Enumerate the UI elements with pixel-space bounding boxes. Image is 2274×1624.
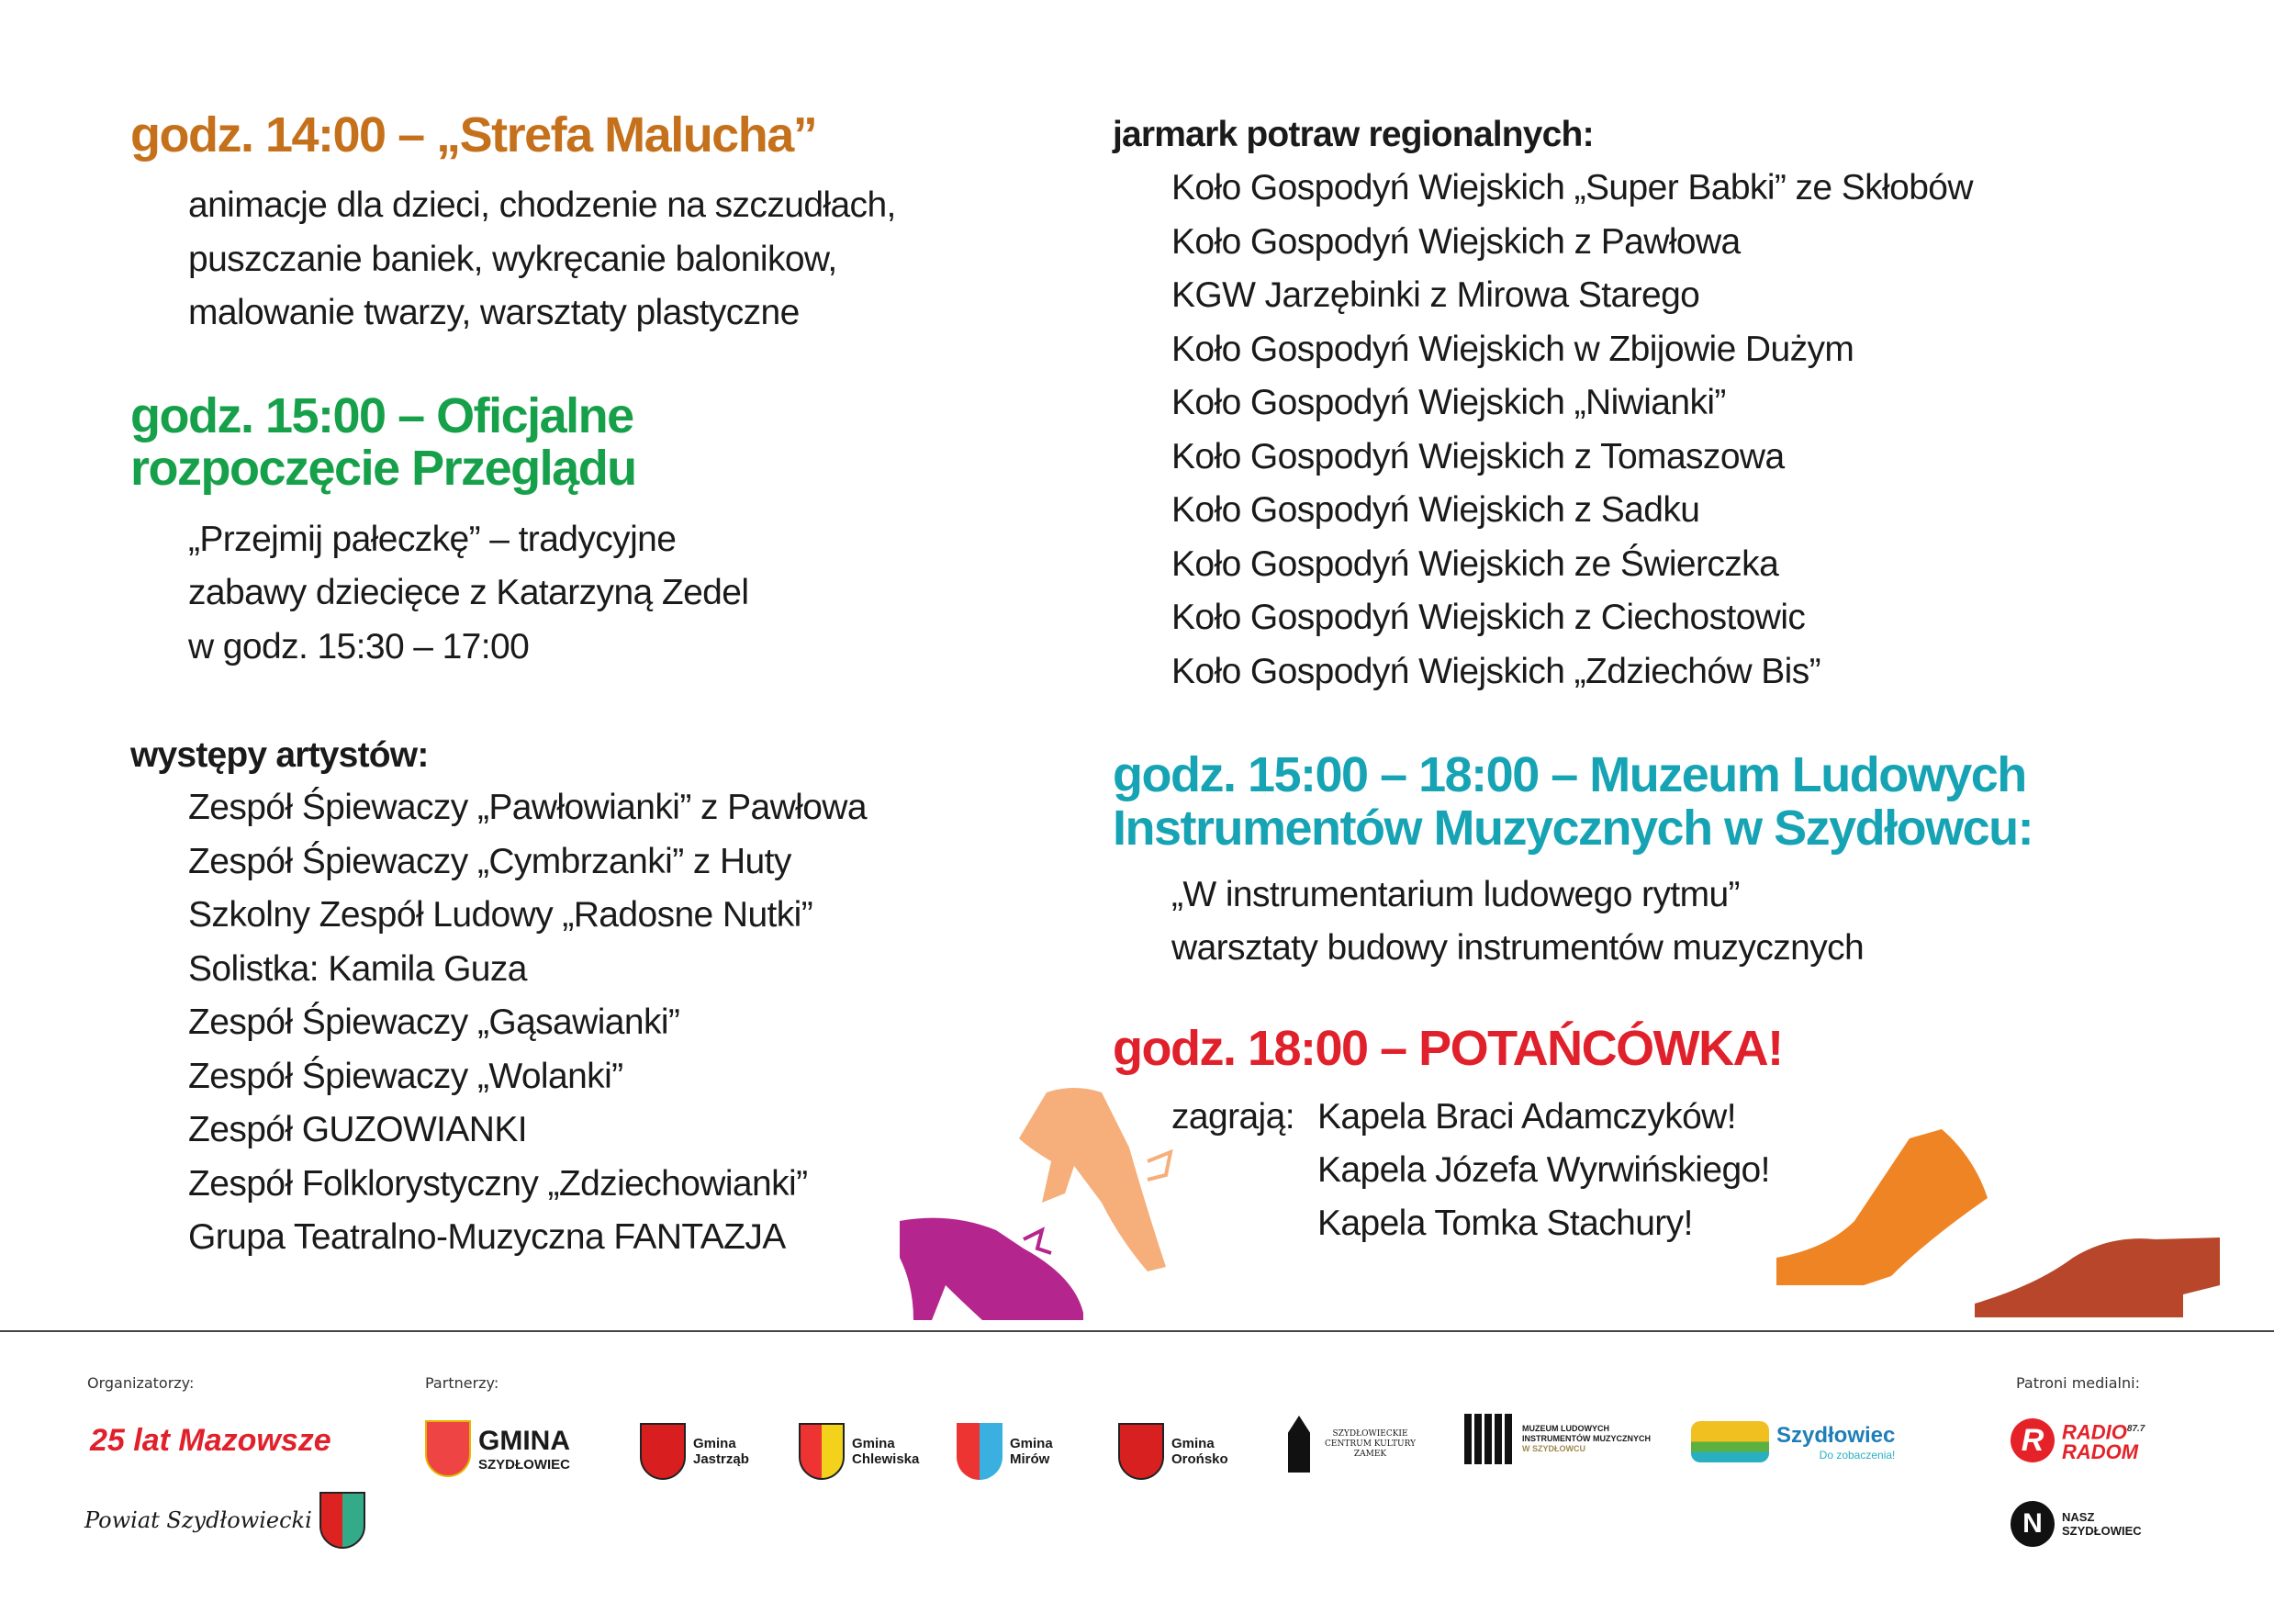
otwarcie-line: „Przejmij pałeczkę” – tradycyjne — [188, 520, 677, 559]
list-item: Koło Gospodyń Wiejskich w Zbijowie Dużym — [1171, 329, 1854, 369]
powiat-crest-icon — [319, 1492, 365, 1549]
mazowsze-logo: 25 lat Mazowsze — [90, 1423, 331, 1458]
list-item: Solistka: Kamila Guza — [188, 948, 527, 989]
gmina-jastrzab-logo — [640, 1423, 749, 1480]
band: Kapela Braci Adamczyków! — [1317, 1097, 1736, 1137]
mirow-crest-icon — [957, 1423, 1003, 1480]
potancowka-heading: godz. 18:00 – POTAŃCÓWKA! — [1113, 1021, 1783, 1076]
muzeum-logo — [1464, 1414, 1651, 1464]
list-item: Zespół Śpiewaczy „Pawłowianki” z Pawłowa — [188, 788, 867, 827]
gmina-chlewiska-logo — [799, 1423, 919, 1480]
band: Kapela Tomka Stachury! — [1317, 1204, 1693, 1243]
radio-r-icon: R — [2011, 1418, 2055, 1462]
list-item: Koło Gospodyń Wiejskich „Super Babki” ze Skłobów — [1171, 168, 1973, 207]
peach-shoe-icon — [1010, 1083, 1175, 1276]
zamek-text: SZYDŁOWIECKIE CENTRUM KULTURY ZAMEK — [1325, 1428, 1417, 1459]
radio-text: $RADIO^{87.7}$ RADOM — [2062, 1420, 2145, 1463]
gmina-szydlowiec-logo — [425, 1420, 570, 1477]
powiat-name: Powiat Szydłowiecki — [84, 1507, 312, 1533]
list-item: Zespół Śpiewaczy „Wolanki” — [188, 1056, 623, 1096]
chlewiska-crest-icon — [799, 1423, 845, 1480]
list-item: Koło Gospodyń Wiejskich z Pawłowa — [1171, 221, 1741, 262]
chlewiska-text: Gmina Chlewiska — [852, 1436, 920, 1467]
nasz-n-icon: N — [2011, 1501, 2055, 1547]
list-item: Szkolny Zespół Ludowy „Radosne Nutki” — [188, 895, 813, 935]
list-item: Zespół Śpiewaczy „Gąsawianki” — [188, 1002, 680, 1042]
gmina-name: SZYDŁOWIEC — [478, 1456, 570, 1473]
list-item: Koło Gospodyń Wiejskich ze Świerczka — [1171, 543, 1779, 584]
list-item: Grupa Teatralno-Muzyczna FANTAZJA — [188, 1217, 786, 1257]
city-slogan: Do zobaczenia! — [1819, 1448, 1896, 1462]
jastrzab-text: Gmina Jastrząb — [693, 1436, 749, 1467]
city-name: Szydłowiec — [1776, 1422, 1896, 1448]
brown-shoe-icon — [1972, 1230, 2224, 1322]
list-item: Koło Gospodyń Wiejskich „Zdziechów Bis” — [1171, 651, 1821, 691]
powiat-szydlowiecki-logo — [84, 1492, 365, 1549]
organizers-label: Organizatorzy: — [87, 1374, 195, 1392]
gmina-mirow-logo — [957, 1423, 1053, 1480]
list-item: Koło Gospodyń Wiejskich z Ciechostowic — [1171, 598, 1806, 637]
muzeum-heading: Instrumentów Muzycznych w Szydłowcu: — [1113, 801, 2033, 856]
zamek-logo — [1281, 1416, 1416, 1473]
gmina-oronsko-logo — [1118, 1423, 1228, 1480]
list-item: Koło Gospodyń Wiejskich z Tomaszowa — [1171, 436, 1785, 476]
wystepy-heading: występy artystów: — [130, 735, 429, 775]
oronsko-text: Gmina Orońsko — [1171, 1436, 1228, 1467]
otwarcie-line: zabawy dziecięce z Katarzyną Zedel — [188, 573, 749, 612]
media-label: Patroni medialni: — [2016, 1374, 2140, 1392]
footer-divider — [0, 1330, 2274, 1332]
piano-keys-icon — [1464, 1414, 1515, 1464]
muzeum-line: warsztaty budowy instrumentów muzycznych — [1171, 928, 1865, 968]
nasz-szydlowiec-logo — [2011, 1501, 2142, 1547]
otwarcie-line: w godz. 15:30 – 17:00 — [188, 627, 530, 666]
orange-shoe-icon — [1772, 1129, 1992, 1290]
szydlowiec-crest-icon — [425, 1420, 471, 1477]
muzeum-heading: godz. 15:00 – 18:00 – Muzeum Ludowych — [1113, 747, 2026, 802]
list-item: Zespół Folklorystyczny „Zdziechowianki” — [188, 1163, 808, 1204]
band: Kapela Józefa Wyrwińskiego! — [1317, 1150, 1770, 1190]
list-item: Zespół Śpiewaczy „Cymbrzanki” z Huty — [188, 841, 791, 881]
mirow-text: Gmina Mirów — [1010, 1436, 1053, 1467]
partners-label: Partnerzy: — [425, 1374, 499, 1392]
radio-radom-logo — [2011, 1418, 2145, 1462]
szydlowiec-city-logo — [1691, 1421, 1895, 1462]
muzeum-line: „W instrumentarium ludowego rytmu” — [1171, 875, 1740, 914]
landscape-icon — [1691, 1421, 1769, 1462]
list-item: Zespół GUZOWIANKI — [188, 1110, 528, 1149]
muzeum-text: MUZEUM LUDOWYCH INSTRUMENTÓW MUZYCZNYCH W SZYDŁOWCU — [1522, 1424, 1651, 1453]
otwarcie-heading: godz. 15:00 – Oficjalne — [130, 388, 633, 443]
castle-icon — [1281, 1416, 1317, 1473]
gmina-label: GMINA — [478, 1425, 570, 1456]
otwarcie-heading: rozpoczęcie Przeglądu — [130, 441, 636, 496]
list-item: Koło Gospodyń Wiejskich z Sadku — [1171, 490, 1700, 530]
strefa-line: puszczanie baniek, wykręcanie balonikow, — [188, 240, 837, 279]
jastrzab-crest-icon — [640, 1423, 686, 1480]
oronsko-crest-icon — [1118, 1423, 1164, 1480]
potancowka-intro: zagrają: — [1171, 1097, 1294, 1137]
strefa-line: malowanie twarzy, warsztaty plastyczne — [188, 293, 800, 332]
list-item: Koło Gospodyń Wiejskich „Niwianki” — [1171, 383, 1726, 422]
list-item: KGW Jarzębinki z Mirowa Starego — [1171, 275, 1700, 315]
nasz-text: NASZ SZYDŁOWIEC — [2062, 1510, 2142, 1538]
strefa-heading: godz. 14:00 – „Strefa Malucha” — [130, 107, 817, 162]
strefa-line: animacje dla dzieci, chodzenie na szczudłach, — [188, 185, 896, 225]
jarmark-heading: jarmark potraw regionalnych: — [1113, 115, 1594, 154]
